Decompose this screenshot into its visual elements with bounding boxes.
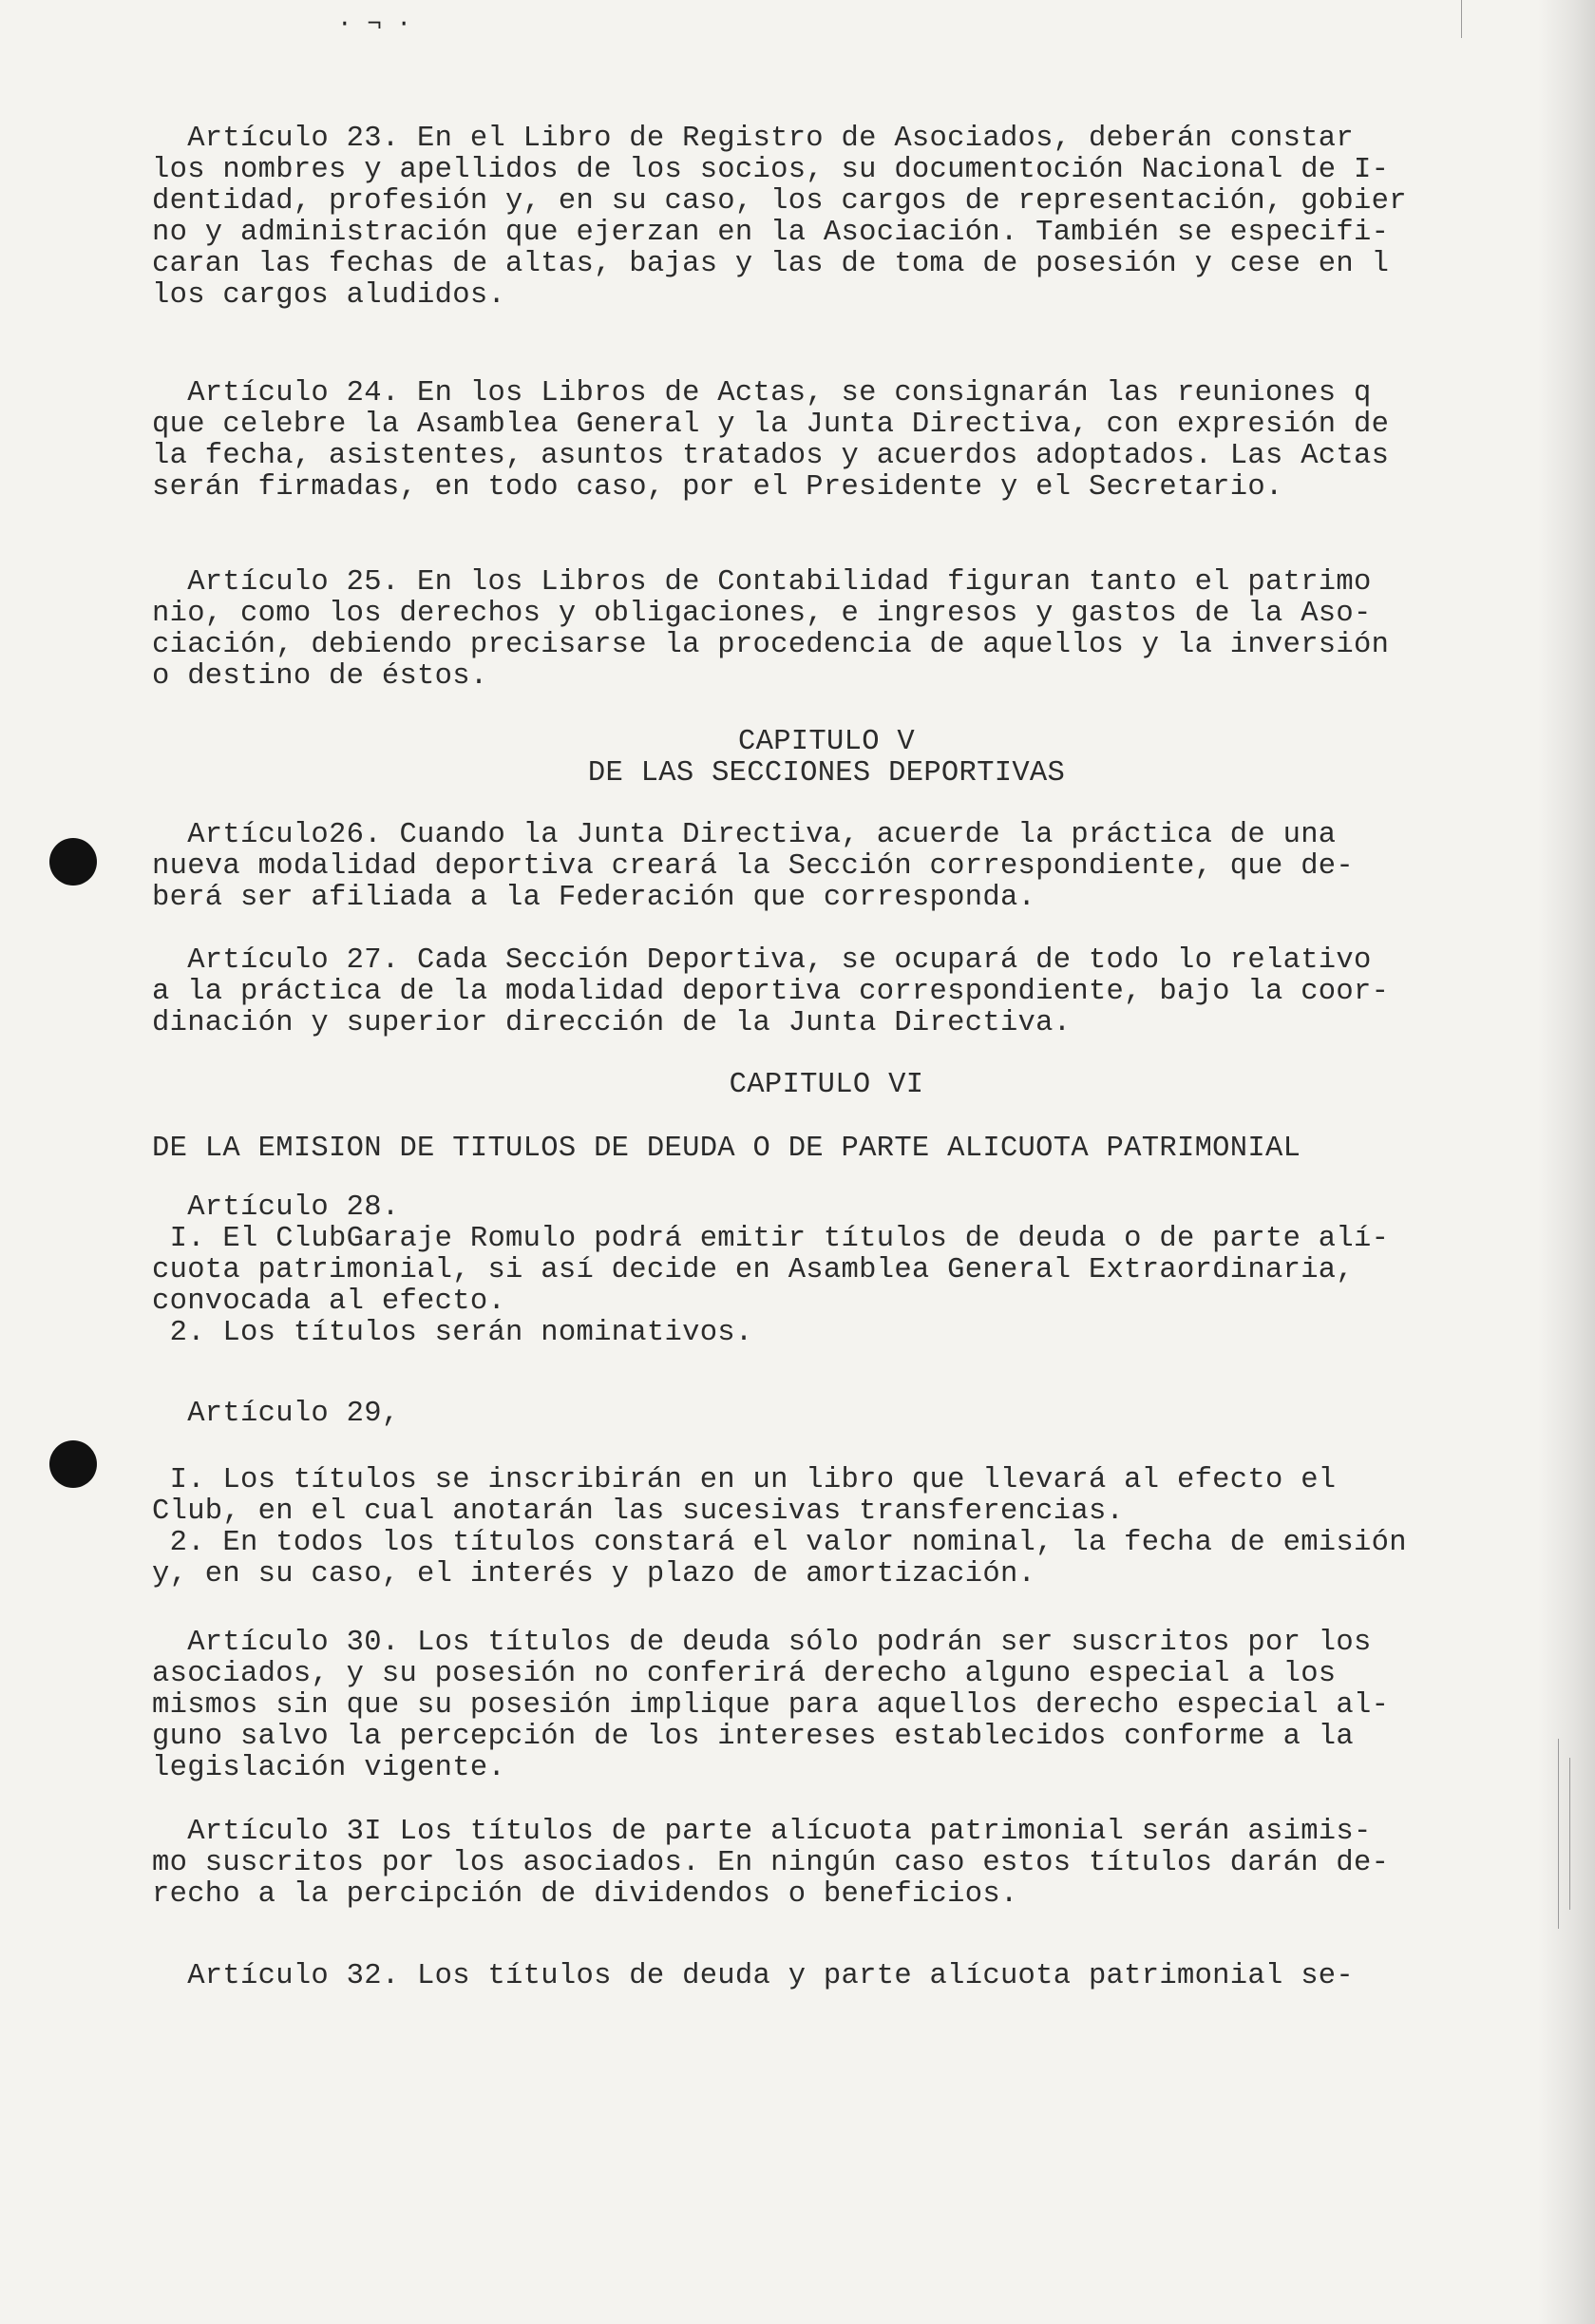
corner-marks: · ¬ ·	[337, 10, 412, 38]
chapter-subtitle: DE LA EMISION DE TITULOS DE DEUDA O DE PARTE ALICUOTA PATRIMONIAL	[152, 1133, 1301, 1165]
text-line: o destino de éstos.	[152, 660, 488, 693]
chapter-5-heading	[152, 727, 1501, 790]
page-edge-shadow	[1538, 0, 1595, 2324]
text-line: asociados, y su posesión no conferirá derecho alguno especial a los	[152, 1658, 1337, 1690]
chapter-subtitle: DE LAS SECCIONES DEPORTIVAS	[587, 757, 1066, 790]
text-line: recho a la percipción de dividendos o beneficios.	[152, 1878, 1018, 1911]
text-line: no y administración que ejerzan en la Asociación. También se especifi-	[152, 217, 1390, 249]
text-line: los nombres y apellidos de los socios, su documentoción Nacional de I-	[152, 154, 1390, 186]
article-27	[152, 945, 1501, 1039]
text-line: legislación vigente.	[152, 1752, 506, 1784]
text-line: los cargos aludidos.	[152, 279, 506, 312]
text-line: dinación y superior dirección de la Junta Directiva.	[152, 1007, 1072, 1039]
chapter-title: CAPITULO VI	[729, 1069, 924, 1101]
text-line: nueva modalidad deportiva creará la Sección correspondiente, que de-	[152, 850, 1355, 883]
article-23	[152, 124, 1501, 312]
text-line: Artículo 32. Los títulos de deuda y parte alícuota patrimonial se-	[152, 1960, 1355, 1992]
text-line: cuota patrimonial, si así decide en Asamblea General Extraordinaria,	[152, 1254, 1355, 1286]
text-line: Artículo 27. Cada Sección Deportiva, se ocupará de todo lo relativo	[152, 944, 1372, 977]
text-line: Artículo 3I Los títulos de parte alícuota patrimonial serán asimis-	[152, 1816, 1372, 1848]
scan-streak	[1461, 0, 1462, 38]
text-line: berá ser afiliada a la Federación que corresponda.	[152, 882, 1036, 914]
scan-streak	[1558, 1739, 1559, 1929]
article-28	[152, 1192, 1501, 1349]
text-line: mismos sin que su posesión implique para aquellos derecho especial al-	[152, 1689, 1390, 1722]
text-line: Club, en el cual anotarán las sucesivas transferencias.	[152, 1495, 1125, 1528]
scan-streak	[1569, 1758, 1570, 1910]
text-line: a la práctica de la modalidad deportiva correspondiente, bajo la coor-	[152, 976, 1390, 1008]
text-line: que celebre la Asamblea General y la Junta Directiva, con expresión de	[152, 409, 1390, 441]
chapter-6-heading	[152, 1070, 1501, 1101]
text-line: Artículo 29,	[152, 1398, 400, 1430]
text-line: caran las fechas de altas, bajas y las de toma de posesión y cese en l	[152, 248, 1390, 280]
text-line: la fecha, asistentes, asuntos tratados y acuerdos adoptados. Las Actas	[152, 440, 1390, 472]
article-29	[152, 1465, 1501, 1591]
text-line: nio, como los derechos y obligaciones, e ingresos y gastos de la Aso-	[152, 598, 1372, 630]
text-line: Artículo 25. En los Libros de Contabilidad figuran tanto el patrimo	[152, 566, 1372, 599]
article-25	[152, 567, 1501, 693]
article-26	[152, 820, 1501, 914]
punch-hole	[49, 838, 97, 886]
text-line: 2. Los títulos serán nominativos.	[152, 1317, 753, 1349]
text-line: convocada al efecto.	[152, 1286, 506, 1318]
text-line: Artículo 23. En el Libro de Registro de Asociados, deberán constar	[152, 123, 1355, 155]
article-24	[152, 378, 1501, 504]
text-line: Artículo 30. Los títulos de deuda sólo podrán ser suscritos por los	[152, 1627, 1372, 1659]
chapter-title: CAPITULO V	[737, 726, 916, 758]
article-29-heading	[152, 1399, 1501, 1430]
punch-hole	[49, 1440, 97, 1488]
text-line: Artículo 24. En los Libros de Actas, se consignarán las reuniones q	[152, 377, 1372, 410]
text-line: guno salvo la percepción de los intereses establecidos conforme a la	[152, 1721, 1355, 1753]
text-line: mo suscritos por los asociados. En ningún caso estos títulos darán de-	[152, 1847, 1390, 1879]
text-line: Artículo26. Cuando la Junta Directiva, acuerde la práctica de una	[152, 819, 1337, 851]
chapter-6-subtitle	[152, 1133, 1501, 1165]
text-line: y, en su caso, el interés y plazo de amortización.	[152, 1558, 1036, 1591]
text-line: Artículo 28.	[152, 1191, 400, 1224]
text-line: 2. En todos los títulos constará el valor nominal, la fecha de emisión	[152, 1527, 1407, 1559]
article-32	[152, 1961, 1501, 1992]
text-line: ciación, debiendo precisarse la procedencia de aquellos y la inversión	[152, 629, 1390, 661]
text-line: serán firmadas, en todo caso, por el Presidente y el Secretario.	[152, 471, 1283, 504]
text-line: I. Los títulos se inscribirán en un libro que llevará al efecto el	[152, 1464, 1337, 1496]
text-line: dentidad, profesión y, en su caso, los cargos de representación, gobier	[152, 185, 1407, 218]
article-30	[152, 1628, 1501, 1784]
text-line: I. El ClubGaraje Romulo podrá emitir títulos de deuda o de parte alí-	[152, 1223, 1390, 1255]
article-31	[152, 1817, 1501, 1911]
